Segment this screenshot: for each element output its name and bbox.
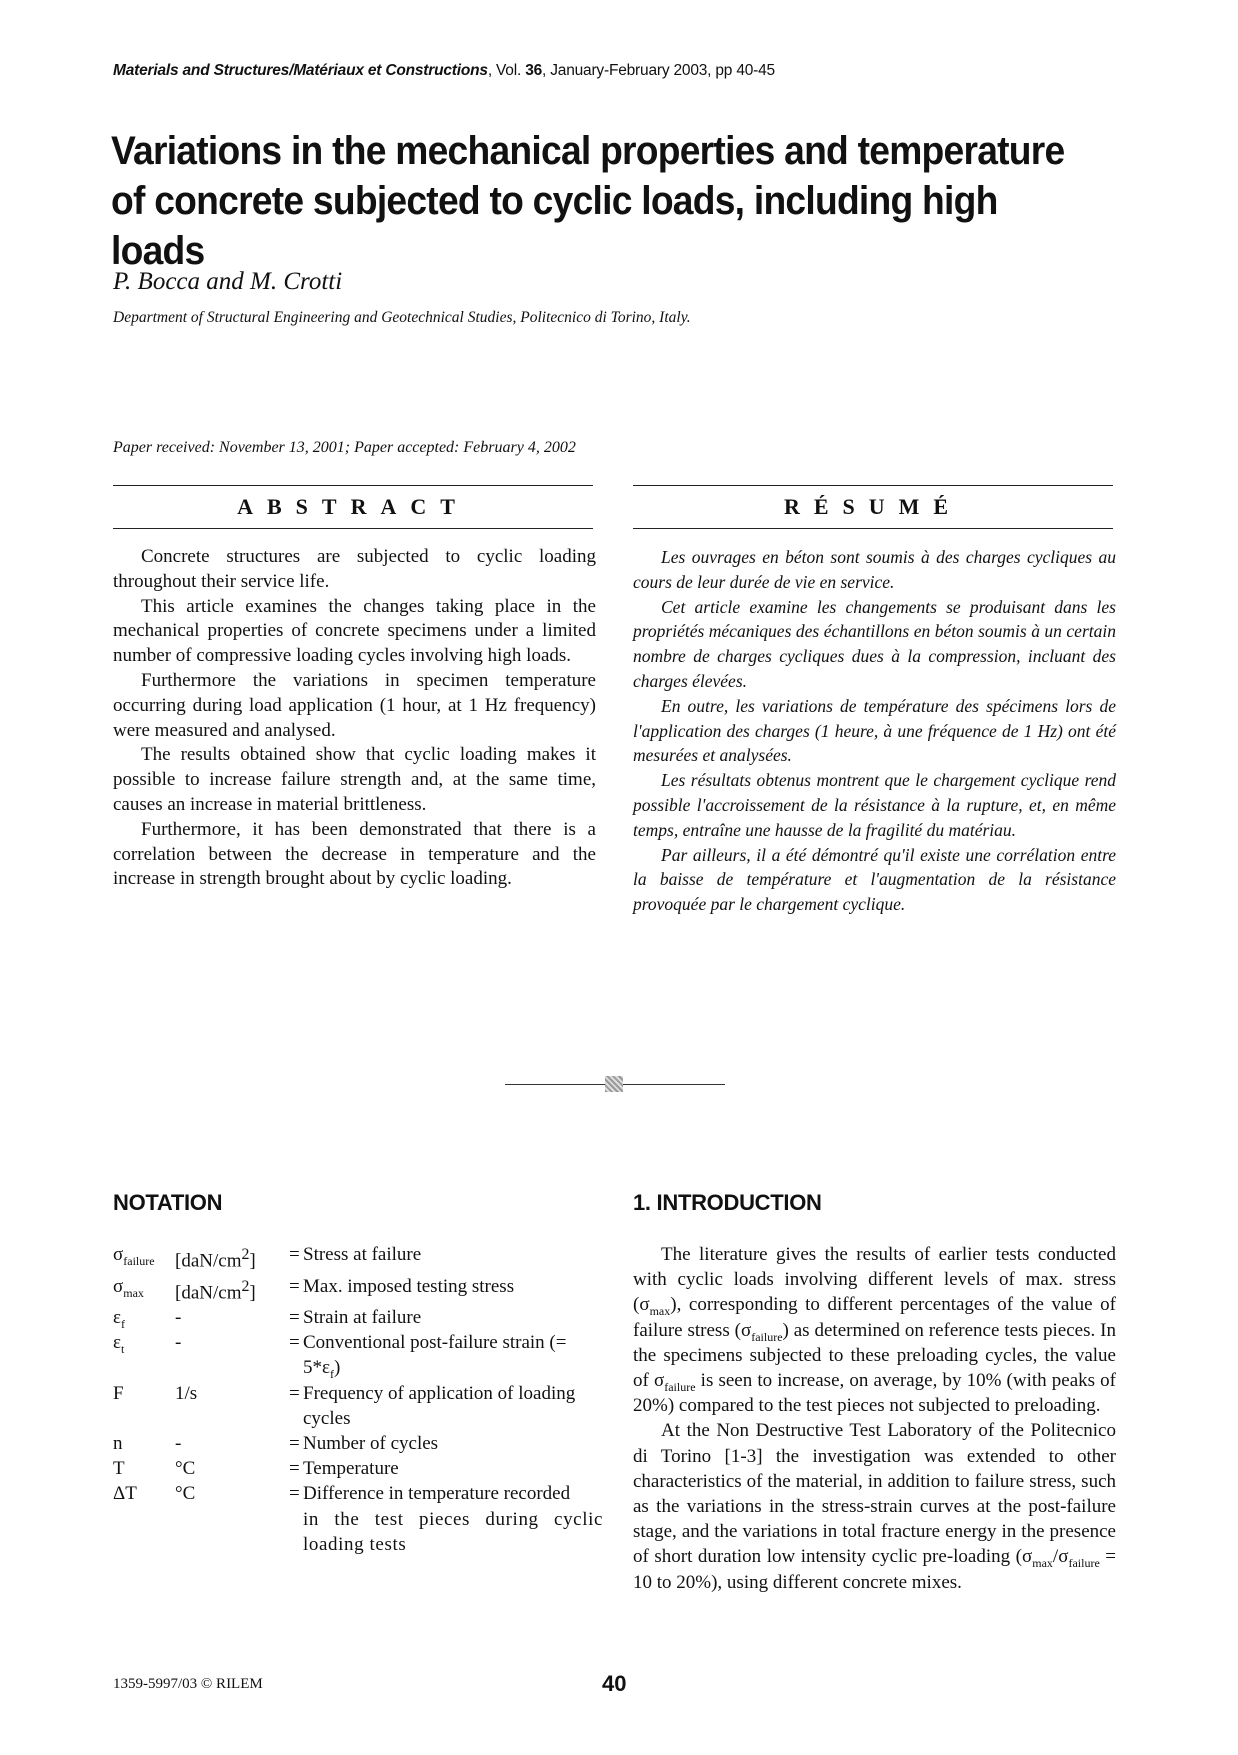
notation-description: Conventional post-failure strain (=: [303, 1332, 567, 1354]
symbol-subscript: max: [1032, 1556, 1053, 1571]
affiliation: Department of Structural Engineering and Geotechnical Studies, Politecnico di Torino, Italy.: [113, 309, 691, 326]
sigma-symbol: σ: [1022, 1546, 1033, 1568]
journal-name: Materials and Structures/Matériaux et Constructions: [113, 62, 488, 79]
abstract-heading: ABSTRACT: [113, 485, 593, 529]
notation-symbol: ΔT: [113, 1483, 137, 1505]
authors: P. Bocca and M. Crotti: [113, 268, 343, 295]
journal-header: [113, 62, 775, 80]
notation-subscript: max: [123, 1285, 144, 1300]
notation-symbol: σ: [113, 1275, 124, 1297]
resume-paragraph: Les résultats obtenus montrent que le chargement cyclique rend possible l'accroissement de la résistance à la rupture, et, en même temps, entraîne une hausse de la fragilité du matériau.: [633, 770, 1116, 840]
notation-description: Frequency of application of loading: [303, 1382, 576, 1404]
volume-prefix: , Vol.: [487, 62, 526, 79]
notation-unit: 1/s: [175, 1382, 198, 1404]
symbol-subscript: failure: [1068, 1556, 1100, 1571]
ratio-slash: /: [1052, 1546, 1059, 1568]
notation-description: Temperature: [303, 1458, 399, 1480]
abstract-paragraph: Furthermore, it has been demonstrated that there is a correlation between the decrease in temperature and the increase in strength brought about by cyclic loading.: [113, 818, 596, 890]
notation-symbol: n: [113, 1433, 123, 1455]
abstract-paragraph: The results obtained show that cyclic loading makes it possible to increase failure strength and, at the same time, causes an increase in material brittleness.: [113, 744, 596, 815]
notation-row: $\sigma_{failure}$ $[daN/cm^2]$ = Stress at failure: [113, 1244, 422, 1272]
notation-row: F 1/s = Frequency of application of loading cycles: [113, 1381, 603, 1431]
intro-text: = 10 to 20%), using different concrete mixes.: [633, 1546, 1117, 1593]
sigma-symbol: σ: [639, 1294, 650, 1316]
notation-description: Max. imposed testing stress: [303, 1275, 515, 1297]
notation-unit: -: [175, 1307, 182, 1329]
section-divider-ornament: [505, 1076, 725, 1092]
introduction-paragraph: [633, 1242, 1116, 1418]
notation-description-continued: $5*\varepsilon_f$): [303, 1357, 341, 1382]
notation-unit: -: [175, 1332, 182, 1354]
notation-symbol: ε: [113, 1307, 121, 1329]
notation-unit: [daN/cm: [175, 1281, 242, 1303]
notation-unit: °C: [175, 1483, 196, 1505]
notation-unit: °C: [175, 1458, 196, 1480]
ornament-icon: [605, 1076, 623, 1092]
resume-heading: RÉSUMÉ: [633, 485, 1113, 529]
resume-paragraph: Les ouvrages en béton sont soumis à des charges cycliques au cours de leur durée de vie en service.: [633, 547, 1116, 592]
unit-bracket: ]: [249, 1250, 256, 1272]
notation-unit: [daN/cm: [175, 1250, 242, 1272]
abstract-paragraph: This article examines the changes taking place in the mechanical properties of concrete specimens under a limited number of compressive loading cycles involving high loads.: [113, 595, 596, 667]
introduction-paragraph: [633, 1418, 1116, 1594]
notation-description: Number of cycles: [303, 1433, 439, 1455]
notation-row: n - = Number of cycles: [113, 1433, 439, 1455]
notation-row: ΔT °C = Difference in temperature recorded in the test pieces during cyclic loading tests: [113, 1481, 603, 1557]
notation-subscript: f: [120, 1316, 125, 1331]
issue-pages: , January-February 2003, pp 40-45: [542, 62, 775, 79]
resume-body: [633, 545, 1116, 917]
notation-description: Difference in temperature recorded: [303, 1483, 571, 1505]
notation-unit: -: [175, 1433, 182, 1455]
abstract-paragraph: Furthermore the variations in specimen temperature occurring during load application (1 hour, at 1 Hz frequency) were measured and analysed.: [113, 669, 596, 741]
notation-symbol: σ: [113, 1244, 124, 1265]
intro-text: is seen to increase, on average, by 10% (with peaks of 20%) compared to the test pieces not subjected to preloading.: [633, 1370, 1117, 1417]
intro-text: At the Non Destructive Test Laboratory of the Politecnico di Torino [1-3] the investigation was extended to other characteristics of the material, in addition to failure stress, such as the variations in the stress-strain curves at the post-failure stage, and the variations in total fracture energy in the presence of short duration low intensity cyclic pre-loading (: [633, 1420, 1116, 1568]
notation-symbol: F: [113, 1382, 124, 1404]
notation-row: $\sigma_{max}$ $[daN/cm^2]$ = Max. imposed testing stress: [113, 1275, 515, 1303]
introduction-body: [633, 1242, 1116, 1595]
unit-bracket: ]: [249, 1281, 256, 1303]
notation-description: Strain at failure: [303, 1307, 422, 1329]
received-dates: Paper received: November 13, 2001; Paper accepted: February 4, 2002: [113, 439, 576, 456]
introduction-heading: 1. INTRODUCTION: [633, 1190, 822, 1215]
notation-description-continued: cycles: [303, 1407, 351, 1429]
notation-row: $\varepsilon_f$ - = Strain at failure: [113, 1307, 422, 1331]
resume-paragraph: Cet article examine les changements se produisant dans les propriétés mécaniques des échantillons en béton soumis à un certain nombre de charges cycliques dues à la compression, incluant des charges élevées.: [633, 596, 1116, 691]
notation-row: $\varepsilon_t$ - = Conventional post-failure strain (= $5*\varepsilon_f$): [113, 1330, 603, 1380]
symbol-subscript: max: [649, 1304, 671, 1319]
notation-list: [113, 1242, 603, 1557]
unit-exponent: 2: [241, 1246, 250, 1263]
page-number: 40: [602, 1671, 627, 1696]
abstract-body: [113, 545, 596, 892]
notation-subscript: failure: [123, 1253, 155, 1268]
notation-row: T °C = Temperature: [113, 1458, 399, 1480]
volume-number: 36: [525, 62, 543, 79]
resume-paragraph: En outre, les variations de température des spécimens lors de l'application des charges (1 heure, à une fréquence de 1 Hz) ont été mesurées et analysées.: [633, 695, 1116, 766]
sigma-symbol: σ: [653, 1370, 665, 1392]
symbol-subscript: failure: [751, 1329, 783, 1344]
intro-text: The literature gives the results of earlier tests conducted with cyclic loads involving different levels of max. stress (: [633, 1244, 1116, 1316]
notation-description-continued: in the test pieces during cyclic loading tests: [303, 1508, 603, 1555]
intro-text: ), corresponding to different percentages of the value of failure stress (: [633, 1294, 1116, 1341]
notation-symbol: T: [113, 1458, 125, 1480]
paper-title: Variations in the mechanical properties and temperature of concrete subjected to cyclic loads, including high loads: [111, 129, 1065, 273]
abstract-paragraph: Concrete structures are subjected to cyclic loading throughout their service life.: [113, 546, 596, 592]
symbol-subscript: failure: [664, 1379, 696, 1394]
notation-symbol: ε: [113, 1332, 121, 1354]
notation-heading: NOTATION: [113, 1190, 223, 1215]
resume-paragraph: Par ailleurs, il a été démontré qu'il existe une corrélation entre la baisse de température et l'augmentation de la résistance provoquée par le chargement cyclique.: [633, 844, 1116, 915]
unit-exponent: 2: [241, 1277, 250, 1295]
sigma-symbol: σ: [740, 1319, 752, 1341]
notation-subscript: t: [120, 1342, 125, 1357]
notation-description: Stress at failure: [303, 1244, 422, 1265]
sigma-symbol: σ: [1058, 1546, 1069, 1568]
issn-copyright: 1359-5997/03 © RILEM: [113, 1676, 263, 1692]
intro-text: ) as determined on reference tests pieces. In the specimens subjected to these preloading cycles, the value of: [633, 1319, 1116, 1392]
